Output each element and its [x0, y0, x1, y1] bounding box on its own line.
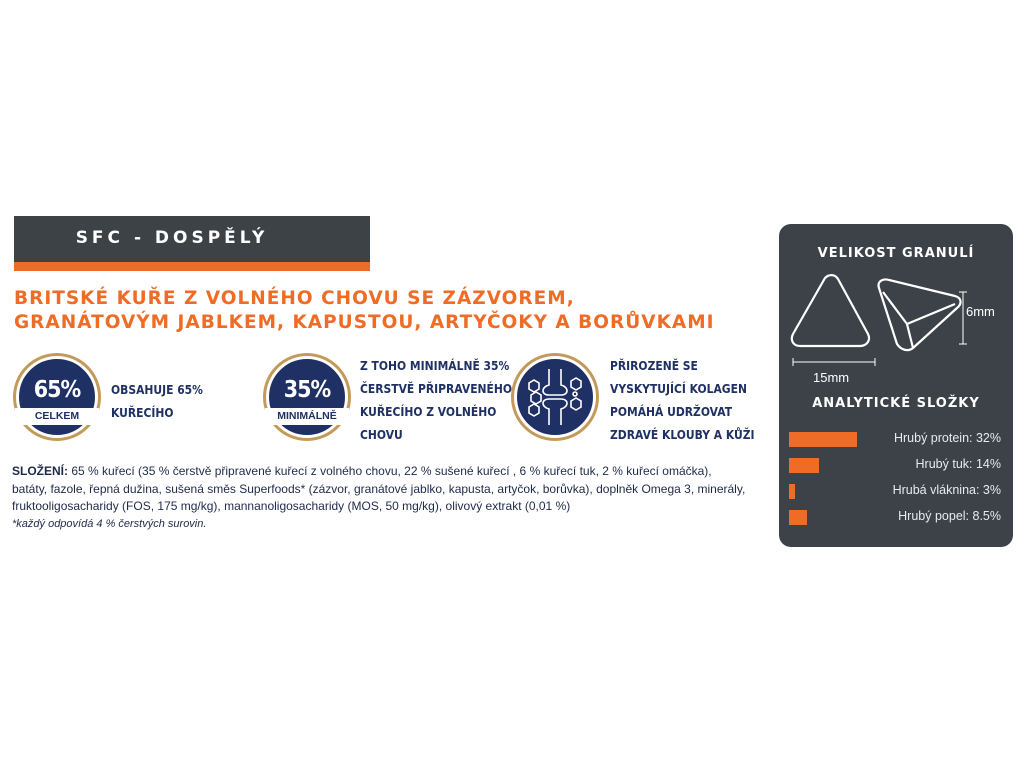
analysis-row: [789, 507, 1001, 527]
badge-percent: 65%: [33, 377, 81, 403]
analysis-bar: [789, 510, 807, 525]
banner-title: SFC - DOSPĚLÝ: [75, 228, 269, 248]
info-panel: [779, 224, 1013, 547]
feature-line: KUŘECÍHO Z VOLNÉHO: [360, 404, 497, 419]
kibble-size-title: VELIKOST GRANULÍ: [817, 246, 975, 261]
feature-text-chicken: [111, 378, 203, 424]
feature-line: POMÁHÁ UDRŽOVAT: [610, 404, 733, 419]
composition-line-1: [12, 463, 772, 481]
product-headline: [14, 287, 774, 335]
kibble-width-label: 15mm: [813, 370, 850, 385]
composition-line-1-text: 65 % kuřecí (35 % čerstvě připravené kuřecí z volného chovu, 22 % sušené kuřecí , 6 % kuřecí tuk, 2 % kuřecí omáčka),: [68, 464, 712, 478]
feature-line: ZDRAVÉ KLOUBY A KŮŽI: [610, 427, 755, 442]
analysis-bar: [789, 458, 819, 473]
feature-line: KUŘECÍHO: [111, 405, 174, 420]
analysis-label: Hrubý tuk: 14%: [915, 457, 1001, 471]
analysis-bar: [789, 432, 857, 447]
joint-collagen-icon: [514, 356, 596, 438]
feature-line: ČERSTVĚ PŘIPRAVENÉHO: [360, 381, 513, 396]
kibble-height-label: 6mm: [966, 304, 995, 319]
feature-line: PŘIROZENĚ SE: [610, 358, 698, 373]
feature-text-collagen: [610, 354, 755, 446]
headline-line-2: GRANÁTOVÝM JABLKEM, KAPUSTOU, ARTYČOKY A BORŮVKAMI: [14, 312, 715, 333]
analysis-row: [789, 429, 1001, 449]
badge-band: MINIMÁLNĚ: [265, 408, 349, 425]
feature-text-fresh-chicken: [360, 354, 512, 446]
badge-percent: 35%: [283, 377, 331, 403]
feature-line: VYSKYTUJÍCÍ KOLAGEN: [610, 381, 747, 396]
badge-65-icon: [16, 356, 98, 438]
analysis-row: [789, 481, 1001, 501]
analysis-label: Hrubý popel: 8.5%: [898, 509, 1001, 523]
analysis-label: Hrubý protein: 32%: [893, 431, 1001, 445]
feature-line: Z TOHO MINIMÁLNĚ 35%: [360, 358, 510, 373]
analysis-bar: [789, 484, 795, 499]
analysis-label: Hrubá vláknina: 3%: [892, 483, 1001, 497]
feature-line: OBSAHUJE 65%: [111, 382, 203, 397]
badge-band: CELKEM: [15, 408, 99, 425]
headline-line-1: BRITSKÉ KUŘE Z VOLNÉHO CHOVU SE ZÁZVOREM,: [14, 288, 575, 309]
badge-35-icon: [266, 356, 348, 438]
analysis-title: ANALYTICKÉ SLOŽKY: [812, 396, 980, 411]
feature-line: CHOVU: [360, 427, 403, 442]
bone-joint-icon: [517, 359, 593, 435]
composition-line-2: batáty, fazole, řepná dužina, sušená směs Superfoods* (zázvor, granátové jablko, kapusta, artyčok, borůvka), doplněk Omega 3, minerály,: [12, 481, 746, 496]
composition-label: SLOŽENÍ:: [12, 464, 68, 478]
composition-footnote: *každý odpovídá 4 % čerstvých surovin.: [12, 517, 207, 530]
product-banner: [14, 216, 370, 271]
composition-text: [12, 463, 772, 533]
composition-line-3: fruktooligosacharidy (FOS, 175 mg/kg), mannanoligosacharidy (MOS, 50 mg/kg), olivový extrakt (0,01 %): [12, 499, 571, 513]
analysis-row: [789, 455, 1001, 475]
